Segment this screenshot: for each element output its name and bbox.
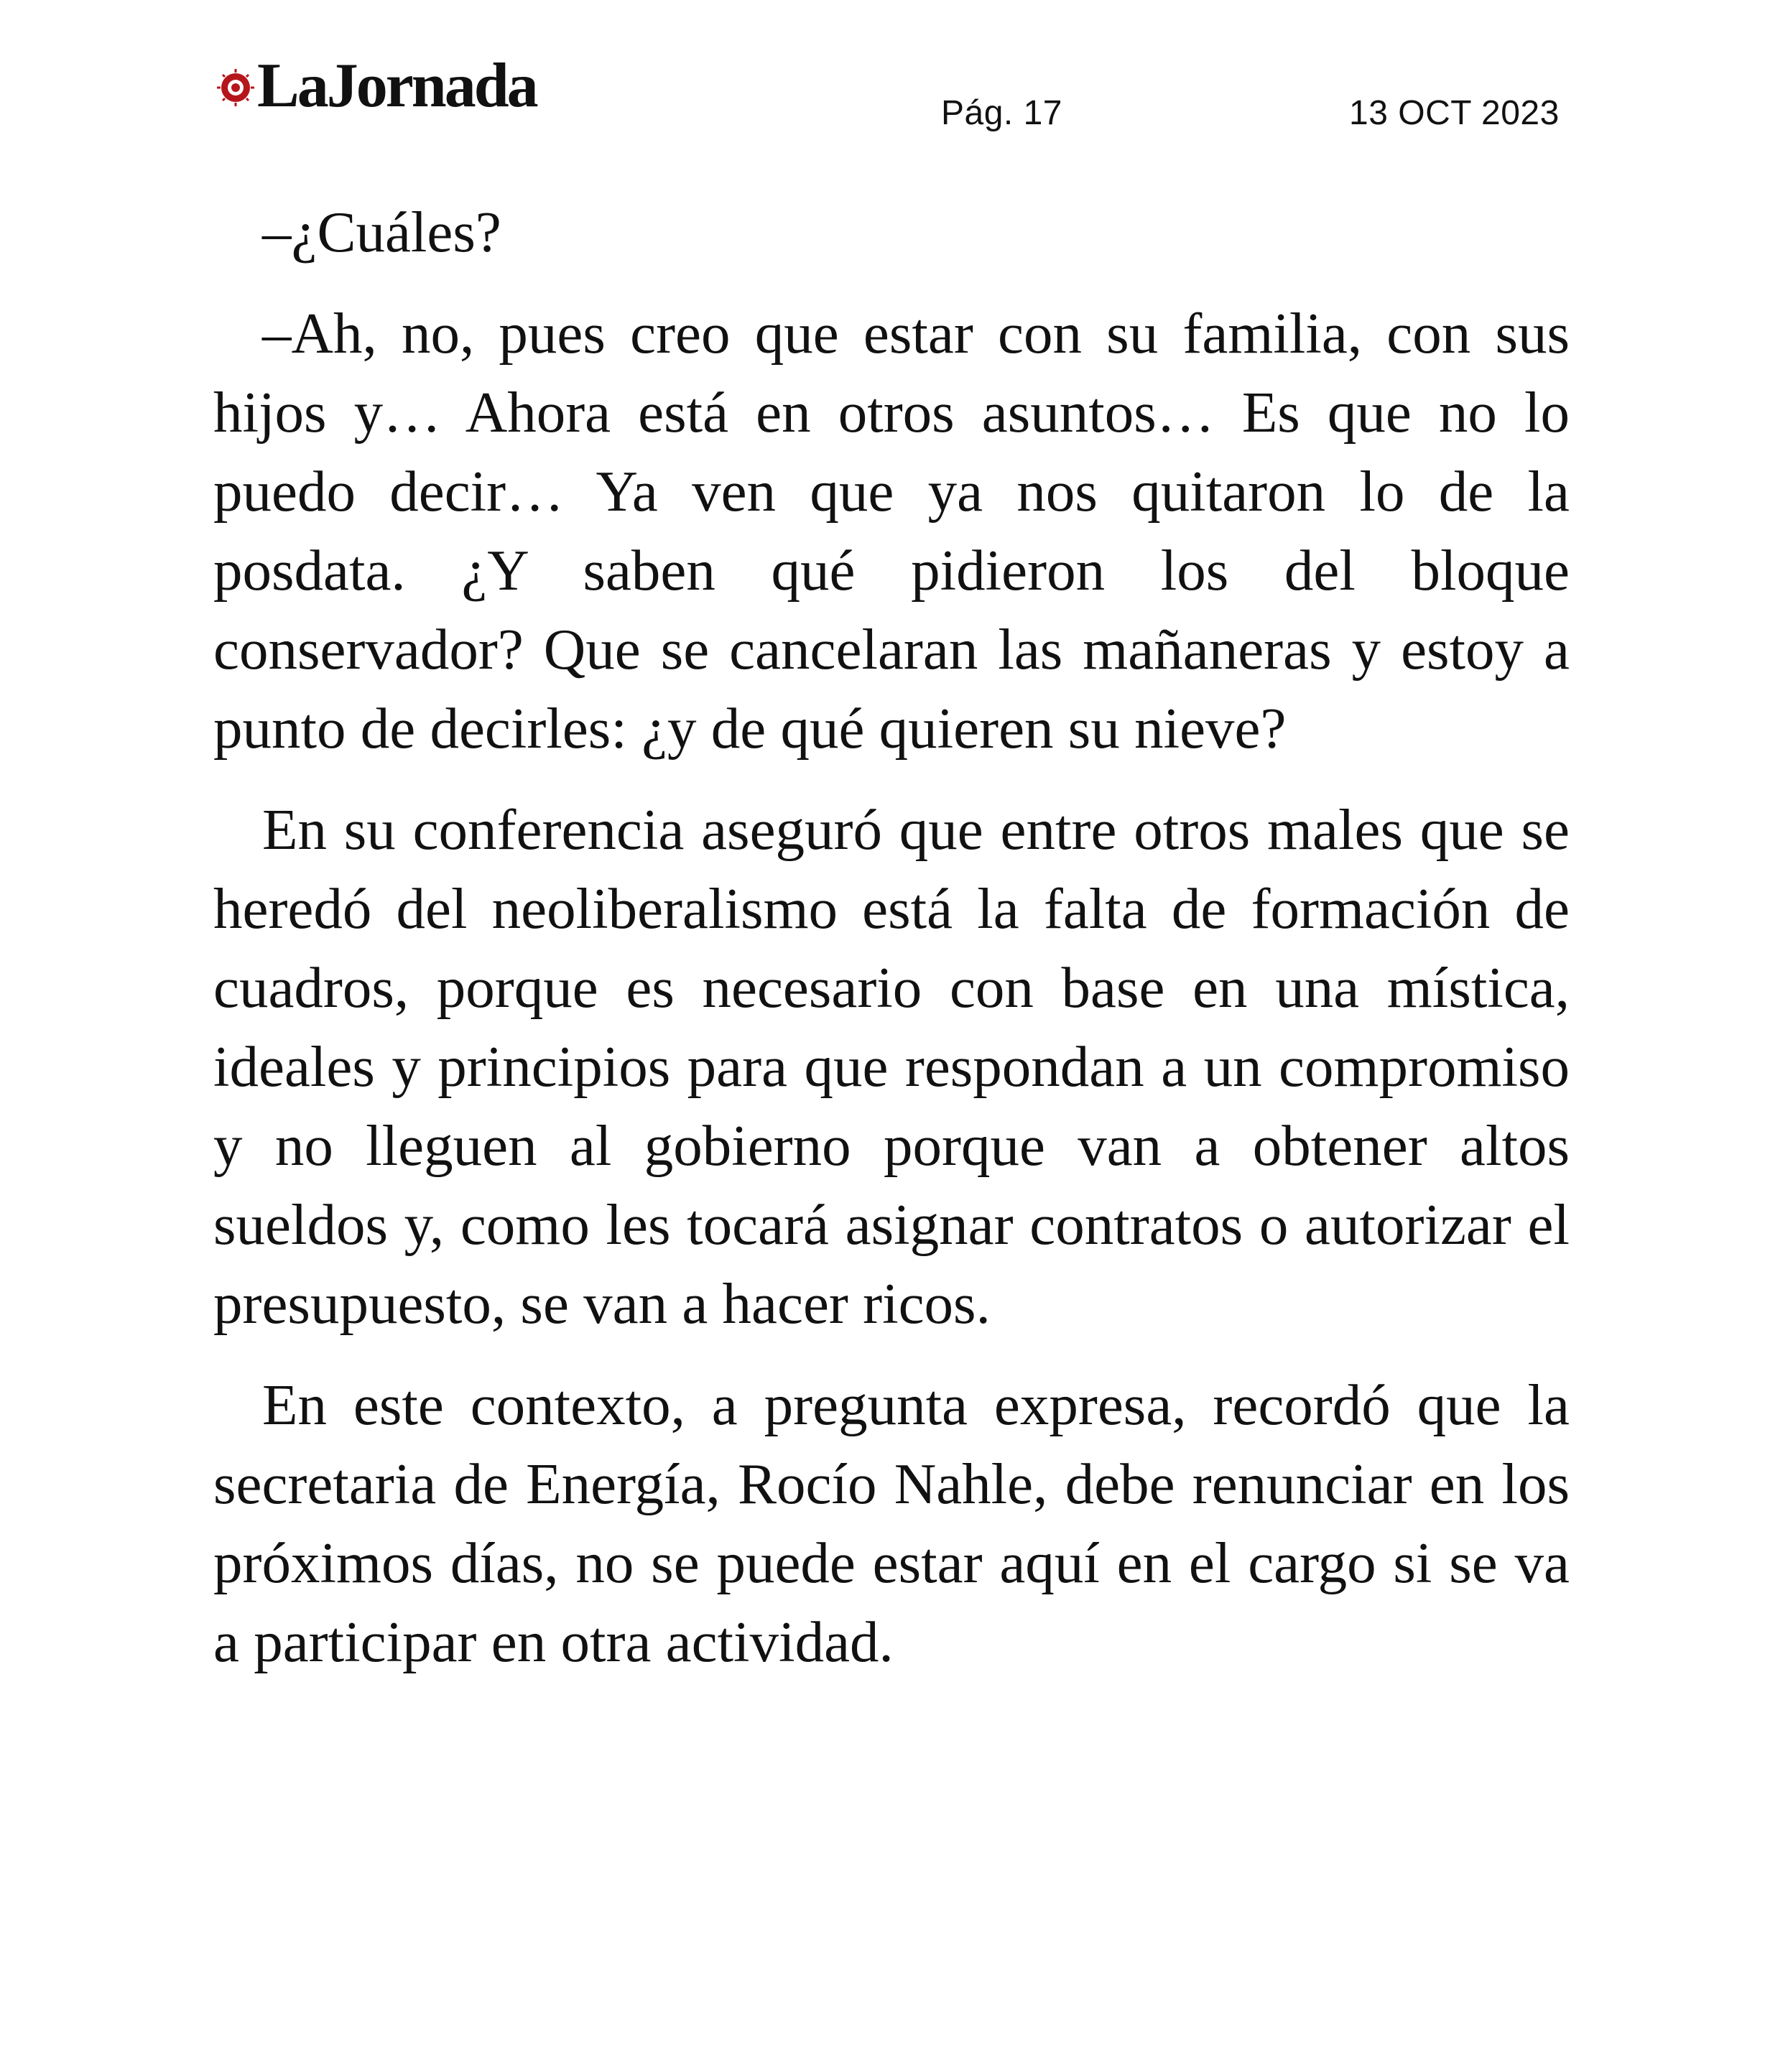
la-jornada-logo	[216, 50, 618, 129]
paragraph: En su conferencia aseguró que entre otros males que se heredó del neoliberalismo está la falta de formación de cuadros, porque es necesario con base en una mística, ideales y principios para que respondan a un compromiso y no lleguen al gobierno porque van a obtener altos sueldos y, como les tocará asignar contratos o autorizar el presupuesto, se van a hacer ricos.	[213, 797, 1570, 1336]
article-body	[213, 192, 1570, 1704]
page-header	[0, 0, 1765, 144]
paragraph: –¿Cuáles?	[262, 200, 501, 264]
paragraph: –Ah, no, pues creo que estar con su familia, con sus hijos y… Ahora está en otros asuntos… Es que no lo puedo decir… Ya ven que ya nos quitaron lo de la posdata. ¿Y saben qué pidieron los del bloque conservador? Que se cancelaran las mañaneras y estoy a punto de decirles: ¿y de qué quieren su nieve?	[213, 301, 1570, 761]
publication-date: 13 OCT 2023	[1349, 94, 1560, 132]
svg-text:LaJornada: LaJornada	[257, 51, 537, 121]
paragraph: En este contexto, a pregunta expresa, recordó que la secretaria de Energía, Rocío Nahle, debe renunciar en los próximos días, no se puede estar aquí en el cargo si se va a participar en otra actividad.	[213, 1372, 1570, 1674]
page-number: Pág. 17	[941, 94, 1062, 132]
logo-emblem-icon	[217, 69, 254, 106]
